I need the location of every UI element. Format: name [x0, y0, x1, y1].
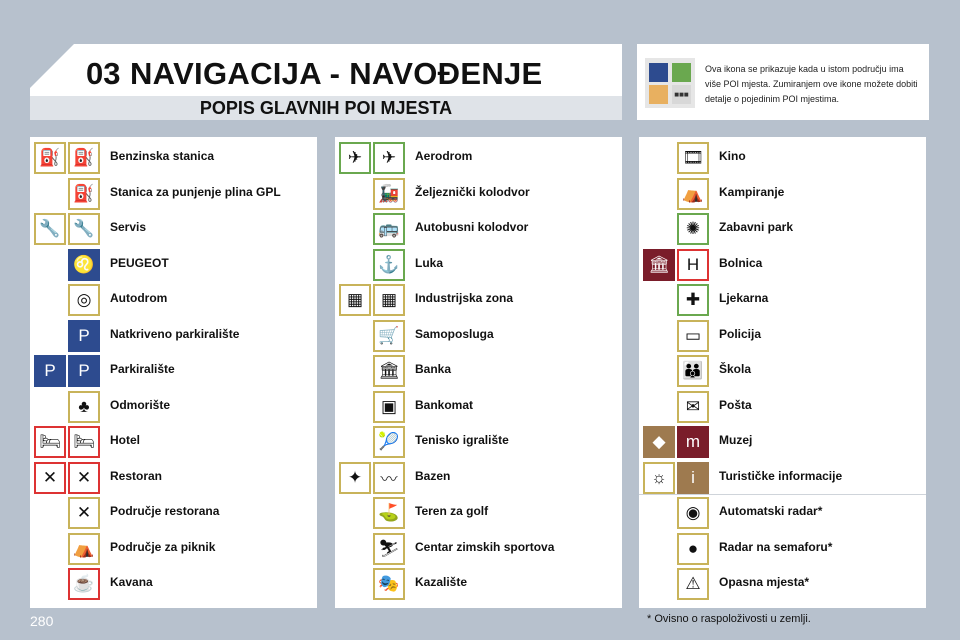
poi-label: Kino [719, 149, 746, 163]
multi-poi-description: Ova ikona se prikazuje kada u istom području ima više POI mjesta. Zumiranjem ove ikone možete dobiti detalje o pojedinim POI mjestima. [705, 64, 918, 104]
peugeot-lion-icon: ♌ [68, 249, 100, 281]
poi-row [639, 390, 926, 424]
gpl-pump-icon: ⛽ [68, 178, 100, 210]
poi-row [30, 141, 317, 175]
poi-label: Autodrom [110, 291, 168, 305]
poi-row [30, 319, 317, 353]
industrial-zone-icon: ▦ [339, 284, 371, 316]
poi-label: Zabavni park [719, 220, 794, 234]
bank-icon: 🏛 [373, 355, 405, 387]
poi-label: Natkriveno parkiralište [110, 326, 240, 341]
parking-icon: P [68, 355, 100, 387]
poi-row [639, 461, 926, 495]
poi-row [30, 248, 317, 282]
multi-poi-info-box [637, 44, 929, 120]
poi-row [639, 248, 926, 282]
poi-label: Bolnica [719, 255, 763, 270]
poi-label: Odmorište [110, 397, 171, 412]
poi-label: Automatski radar* [719, 504, 823, 518]
tennis-icon: 🎾 [373, 426, 405, 458]
shopping-cart-icon: 🛒 [373, 320, 405, 352]
bed-icon: 🛏 [68, 426, 100, 458]
poi-row [335, 283, 622, 317]
envelope-icon: ✉ [677, 391, 709, 423]
skiing-icon: ⛷ [373, 533, 405, 565]
poi-label: Pošta [719, 397, 752, 412]
poi-label: Benzinska stanica [110, 149, 215, 163]
hospital-h-icon: H [677, 249, 709, 281]
poi-column-2 [335, 137, 622, 608]
poi-label: Željeznički kolodvor [415, 184, 530, 199]
poi-label: Industrijska zona [415, 291, 514, 305]
section-subtitle: POPIS GLAVNIH POI MJESTA [199, 98, 453, 118]
poi-label: Banka [415, 362, 452, 376]
golf-icon: ⛳ [373, 497, 405, 529]
hospital-building-icon: 🏛 [643, 249, 675, 281]
poi-row [639, 425, 926, 459]
poi-row [639, 354, 926, 388]
bus-station-icon: 🚌 [373, 213, 405, 245]
cutlery-icon: ✕ [34, 462, 66, 494]
tent-icon: ⛺ [677, 178, 709, 210]
poi-row [30, 532, 317, 566]
poi-label: Opasna mjesta* [719, 575, 810, 589]
poi-label: Restoran [110, 468, 163, 483]
poi-row [30, 425, 317, 459]
sports-icon: ✦ [339, 462, 371, 494]
poi-row [335, 141, 622, 175]
poi-row [30, 461, 317, 495]
danger-zone-icon: ⚠ [677, 568, 709, 600]
poi-row [639, 567, 926, 601]
poi-row [639, 283, 926, 317]
poi-row [335, 354, 622, 388]
poi-row [30, 283, 317, 317]
poi-label: Područje za piknik [110, 539, 216, 554]
parking-icon: P [34, 355, 66, 387]
speed-camera-icon: ◉ [677, 497, 709, 529]
poi-row [639, 212, 926, 246]
poi-row [335, 390, 622, 424]
poi-label: Ljekarna [719, 291, 769, 305]
police-icon: ▭ [677, 320, 709, 352]
fuel-pump-icon: ⛽ [34, 142, 66, 174]
poi-label: Stanica za punjenje plina GPL [110, 184, 281, 199]
coffee-cup-icon: ☕ [68, 568, 100, 600]
poi-label: Muzej [719, 433, 753, 447]
poi-row [30, 567, 317, 601]
train-station-icon: 🚂 [373, 178, 405, 210]
poi-row [639, 177, 926, 211]
poi-label: Bazen [415, 468, 451, 483]
film-icon: 🎞 [677, 142, 709, 174]
poi-column-1 [30, 137, 317, 608]
poi-row [335, 567, 622, 601]
poi-label: Područje restorana [110, 504, 220, 518]
school-children-icon: 👪 [677, 355, 709, 387]
poi-row [335, 248, 622, 282]
poi-row [335, 319, 622, 353]
poi-label: Policija [719, 326, 762, 341]
museum-icon: m [677, 426, 709, 458]
airport-icon: ✈ [339, 142, 371, 174]
poi-row [30, 212, 317, 246]
poi-label: Autobusni kolodvor [415, 220, 529, 234]
poi-label: Aerodrom [415, 149, 473, 163]
poi-row [30, 354, 317, 388]
poi-row [335, 212, 622, 246]
chapter-number: 03 [86, 56, 121, 91]
multi-poi-icon: ■■■ [645, 58, 695, 108]
poi-label: Kampiranje [719, 184, 785, 199]
viewpoint-icon: ☼ [643, 462, 675, 494]
poi-label: Škola [719, 362, 752, 376]
poi-row [639, 319, 926, 353]
cutlery-icon: ✕ [68, 462, 100, 494]
port-icon: ⚓ [373, 249, 405, 281]
poi-row [639, 141, 926, 175]
poi-row [335, 461, 622, 495]
bed-icon: 🛏 [34, 426, 66, 458]
red-light-camera-icon: ● [677, 533, 709, 565]
poi-label: Bankomat [415, 397, 474, 412]
monument-icon: ◆ [643, 426, 675, 458]
chapter-title: NAVIGACIJA - NAVOĐENJE [130, 56, 543, 91]
poi-label: Servis [110, 220, 147, 234]
race-track-icon: ◎ [68, 284, 100, 316]
swimming-icon: 〰 [373, 462, 405, 494]
airplane-icon: ✈ [373, 142, 405, 174]
poi-label: PEUGEOT [110, 255, 169, 270]
restaurant-area-icon: ✕ [68, 497, 100, 529]
poi-row [335, 425, 622, 459]
poi-label: Teren za golf [415, 504, 489, 518]
poi-column-3 [639, 137, 926, 608]
poi-row [335, 532, 622, 566]
footnote: * Ovisno o raspoloživosti u zemlji. [647, 613, 811, 625]
poi-row [30, 496, 317, 530]
pharmacy-cross-icon: ✚ [677, 284, 709, 316]
wrench-icon: 🔧 [68, 213, 100, 245]
poi-label: Samoposluga [415, 326, 494, 341]
fuel-pump-icon: ⛽ [68, 142, 100, 174]
poi-row [30, 177, 317, 211]
page-number: 280 [30, 613, 54, 629]
poi-row [335, 496, 622, 530]
info-icon: i [677, 462, 709, 494]
rest-area-icon: ♣ [68, 391, 100, 423]
poi-label: Luka [415, 255, 444, 270]
poi-label: Hotel [110, 433, 140, 447]
poi-label: Kazalište [415, 575, 468, 589]
covered-parking-icon: P [68, 320, 100, 352]
poi-row [639, 496, 926, 530]
amusement-park-icon: ✺ [677, 213, 709, 245]
poi-label: Kavana [110, 575, 153, 589]
wrench-icon: 🔧 [34, 213, 66, 245]
poi-label: Centar zimskih sportova [415, 539, 555, 554]
picnic-icon: ⛺ [68, 533, 100, 565]
poi-row [639, 532, 926, 566]
industrial-zone-icon: ▦ [373, 284, 405, 316]
poi-label: Radar na semaforu* [719, 539, 833, 554]
atm-icon: ▣ [373, 391, 405, 423]
theatre-icon: 🎭 [373, 568, 405, 600]
poi-row [335, 177, 622, 211]
poi-label: Tenisko igralište [415, 433, 509, 447]
poi-label: Parkiralište [110, 362, 175, 376]
poi-row [30, 390, 317, 424]
poi-label: Turističke informacije [719, 468, 843, 483]
